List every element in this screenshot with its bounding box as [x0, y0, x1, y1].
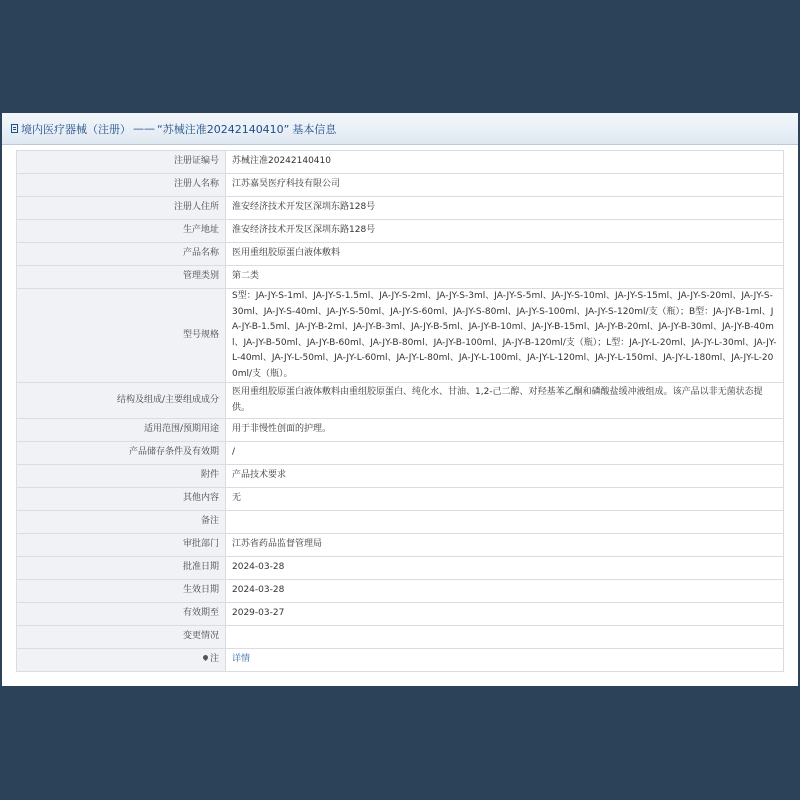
title-suffix: 基本信息 [292, 122, 337, 136]
table-row [17, 557, 784, 580]
note-label-cell [17, 649, 226, 672]
field-value: S型：JA-JY-S-1ml、JA-JY-S-1.5ml、JA-JY-S-2ml、JA-JY-S-3ml、JA-JY-S-5ml、JA-JY-S-10ml、JA-JY-S-15ml、JA-JY-S-20ml、JA-JY-S-30ml、JA-JY-S-40ml、JA-JY-S-50ml、JA-JY-S-60ml、JA-JY-S-80ml、JA-JY-S-100ml、JA-JY-S-120ml/支（瓶）；B型：JA-JY-B-1ml、JA-JY-B-1.5ml、JA-JY-B-2ml、JA-JY-B-3ml、JA-JY-B-5ml、JA-JY-B-10ml、JA-JY-B-15ml、JA-JY-B-20ml、JA-JY-B-30ml、JA-JY-B-40ml、JA-JY-B-50ml、JA-JY-B-60ml、JA-JY-B-80ml、JA-JY-B-100ml、JA-JY-B-120ml/支（瓶）；L型：JA-JY-L-20ml、JA-JY-L-30ml、JA-JY-L-40ml、JA-JY-L-50ml、JA-JY-L-60ml、JA-JY-L-80ml、JA-JY-L-100ml、JA-JY-L-120ml、JA-JY-L-150ml、JA-JY-L-180ml、JA-JY-L-200ml/支（瓶）。 [226, 289, 784, 383]
field-label: 注册人住所 [17, 197, 226, 220]
table-row [17, 488, 784, 511]
field-label: 产品名称 [17, 243, 226, 266]
table-row [17, 289, 784, 383]
panel-title-bar [2, 113, 798, 145]
field-value [226, 626, 784, 649]
field-label: 型号规格 [17, 289, 226, 383]
field-value: 2029-03-27 [226, 603, 784, 626]
table-row [17, 197, 784, 220]
field-value: 医用重组胶原蛋白液体敷料由重组胶原蛋白、纯化水、甘油、1,2-己二醇、对羟基苯乙酮和磷酸盐缓冲液组成。该产品以非无菌状态提供。 [226, 383, 784, 419]
field-value: 淮安经济技术开发区深圳东路128号 [226, 220, 784, 243]
table-row [17, 580, 784, 603]
note-value-cell [226, 649, 784, 672]
field-label: 注 [209, 654, 219, 665]
details-link[interactable]: 详情 [232, 654, 251, 665]
field-value: 第二类 [226, 266, 784, 289]
field-value: 淮安经济技术开发区深圳东路128号 [226, 197, 784, 220]
table-row [17, 266, 784, 289]
field-value: 产品技术要求 [226, 465, 784, 488]
table-row [17, 383, 784, 419]
detail-panel [2, 113, 798, 686]
title-category: 境内医疗器械（注册） [21, 122, 131, 136]
table-row [17, 511, 784, 534]
field-value [226, 511, 784, 534]
field-value: 医用重组胶原蛋白液体敷料 [226, 243, 784, 266]
table-row [17, 174, 784, 197]
field-label: 注册证编号 [17, 151, 226, 174]
field-label: 产品储存条件及有效期 [17, 442, 226, 465]
table-row [17, 243, 784, 266]
field-value: 苏械注准20242140410 [226, 151, 784, 174]
field-label: 批准日期 [17, 557, 226, 580]
pin-icon [202, 654, 209, 661]
field-value: 无 [226, 488, 784, 511]
field-value: 用于非慢性创面的护理。 [226, 419, 784, 442]
field-label: 附件 [17, 465, 226, 488]
document-icon [11, 124, 18, 133]
field-label: 有效期至 [17, 603, 226, 626]
field-value: 江苏省药品监督管理局 [226, 534, 784, 557]
table-row [17, 534, 784, 557]
field-label: 备注 [17, 511, 226, 534]
table-row [17, 603, 784, 626]
field-label: 变更情况 [17, 626, 226, 649]
field-value: 2024-03-28 [226, 580, 784, 603]
field-label: 结构及组成/主要组成成分 [17, 383, 226, 419]
field-label: 适用范围/预期用途 [17, 419, 226, 442]
table-row [17, 626, 784, 649]
field-label: 管理类别 [17, 266, 226, 289]
field-label: 生产地址 [17, 220, 226, 243]
table-row [17, 649, 784, 672]
field-value: 2024-03-28 [226, 557, 784, 580]
title-record: “苏械注准20242140410” [157, 122, 290, 136]
field-label: 生效日期 [17, 580, 226, 603]
table-row [17, 442, 784, 465]
field-label: 其他内容 [17, 488, 226, 511]
field-value: / [226, 442, 784, 465]
table-row [17, 220, 784, 243]
table-row [17, 151, 784, 174]
title-separator: —— [133, 122, 155, 135]
field-value: 江苏嘉昊医疗科技有限公司 [226, 174, 784, 197]
table-row [17, 419, 784, 442]
table-row [17, 465, 784, 488]
info-table [16, 150, 784, 672]
field-label: 注册人名称 [17, 174, 226, 197]
field-label: 审批部门 [17, 534, 226, 557]
